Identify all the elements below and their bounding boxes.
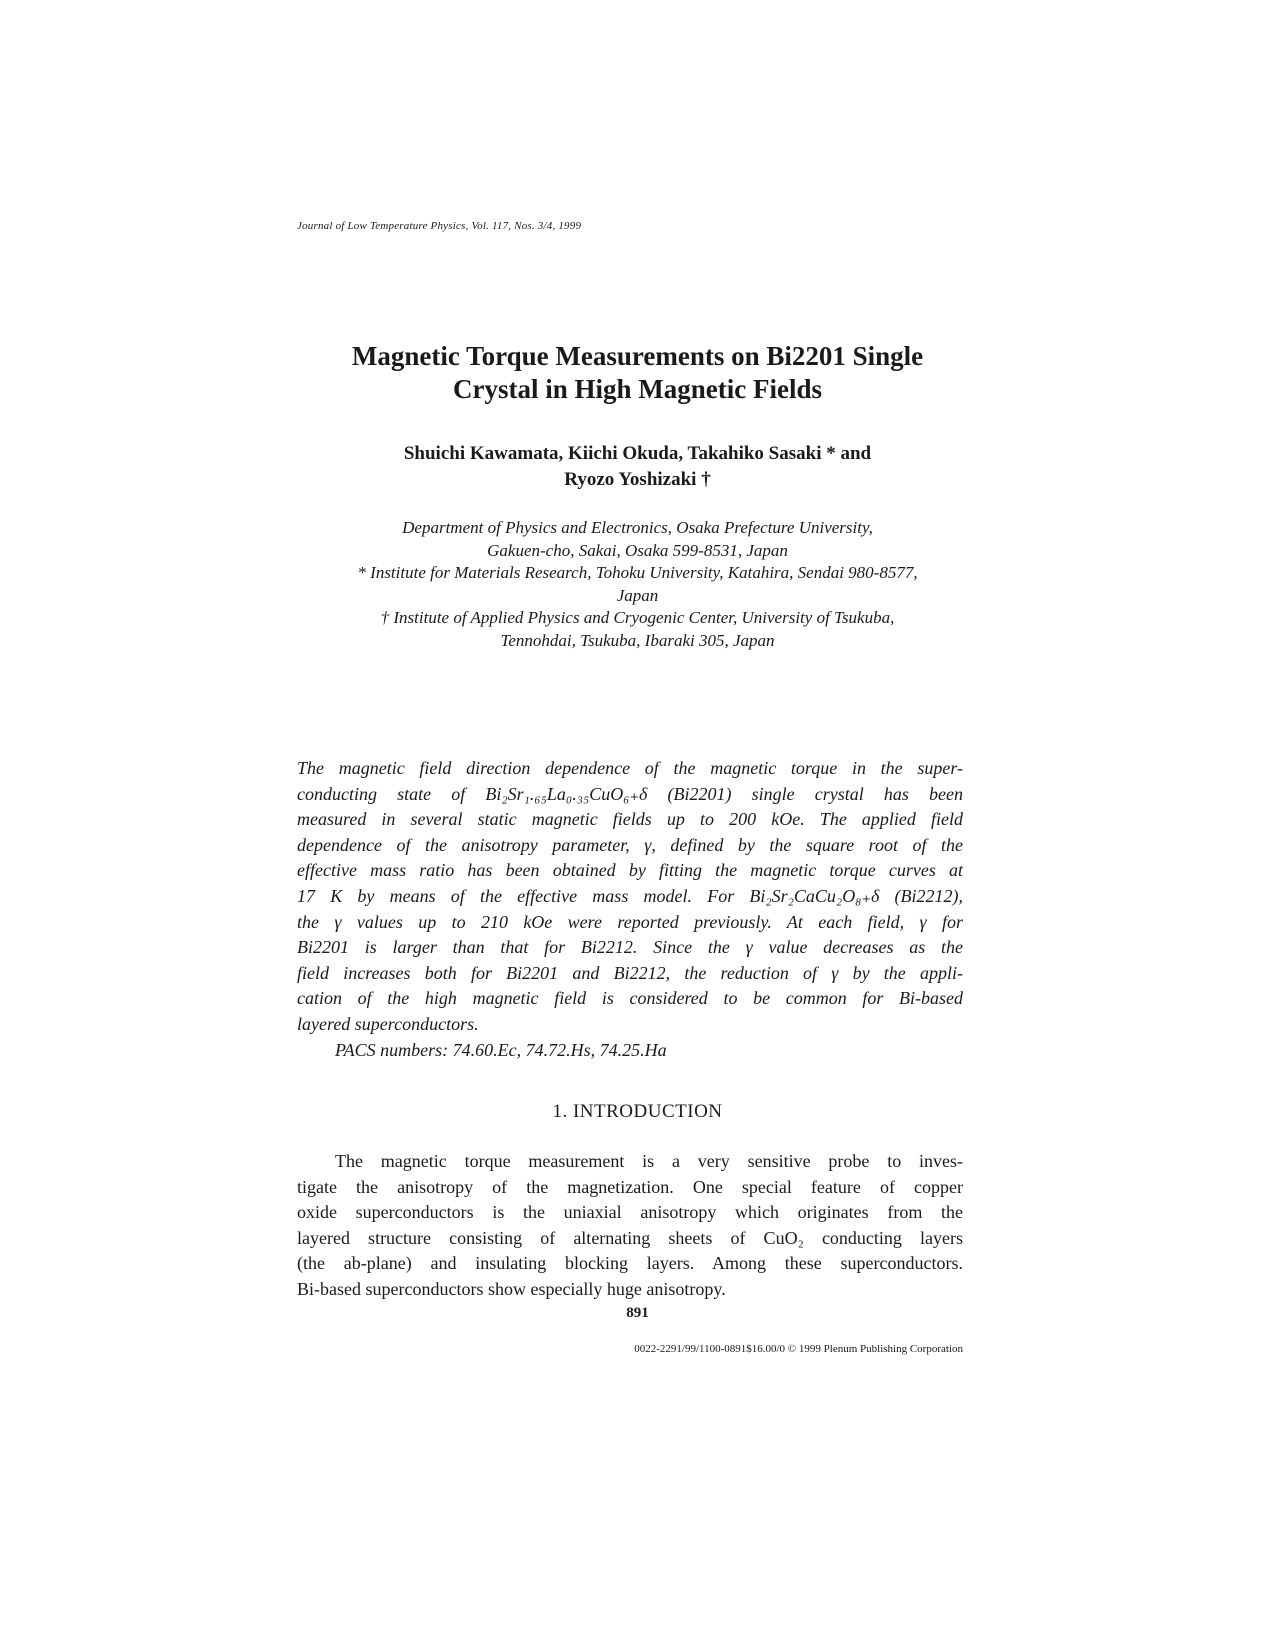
affiliations [230,517,1045,652]
page-number: 891 [626,1305,649,1321]
intro-line: layered structure consisting of alternating sheets of CuO₂ conducting layers [297,1227,963,1248]
intro-line: (the ab-plane) and insulating blocking layers. Among these superconductors. [297,1253,963,1274]
section-heading-introduction: 1. INTRODUCTION [552,1101,723,1122]
intro-line: The magnetic torque measurement is a very sensitive probe to inves- [335,1151,963,1171]
title-line: Magnetic Torque Measurements on Bi2201 Single [351,341,924,371]
author-list [230,441,1045,493]
abstract-line: layered superconductors. [297,1013,479,1034]
author-line: Ryozo Yoshizaki † [564,469,711,490]
abstract [297,756,963,1063]
abstract-line: effective mass ratio has been obtained by fitting the magnetic torque curves at [297,860,963,881]
paper-title [230,340,1045,406]
pacs-numbers: PACS numbers: 74.60.Ec, 74.72.Hs, 74.25.Ha [335,1039,667,1060]
abstract-line: field increases both for Bi2201 and Bi2212, the reduction of γ by the appli- [297,962,963,983]
title-line: Crystal in High Magnetic Fields [453,374,822,404]
intro-line: oxide superconductors is the uniaxial anisotropy which originates from the [297,1202,963,1223]
affiliation-line: * Institute for Materials Research, Tohoku University, Katahira, Sendai 980-8577, [357,563,918,582]
affiliation-line: Gakuen-cho, Sakai, Osaka 599-8531, Japan [487,540,788,560]
abstract-line: measured in several static magnetic fields up to 200 kOe. The applied field [297,809,963,830]
abstract-line: The magnetic field direction dependence of the magnetic torque in the super- [297,758,963,778]
affiliation-line: † Institute of Applied Physics and Cryogenic Center, University of Tsukuba, [380,608,895,627]
affiliation-line: Japan [616,585,659,605]
abstract-line: Bi2201 is larger than that for Bi2212. Since the γ value decreases as the [297,937,963,958]
intro-line: tigate the anisotropy of the magnetization. One special feature of copper [297,1176,963,1197]
abstract-line: 17 K by means of the effective mass model. For Bi₂Sr₂CaCu₂O₈₊δ (Bi2212), [297,885,963,906]
abstract-line: cation of the high magnetic field is considered to be common for Bi-based [297,988,963,1009]
copyright-notice: 0022-2291/99/1100-0891$16.00/0 © 1999 Plenum Publishing Corporation [634,1343,963,1355]
intro-line: Bi-based superconductors show especially huge anisotropy. [297,1278,726,1299]
introduction-paragraph [297,1149,963,1303]
affiliation-line: Tennohdai, Tsukuba, Ibaraki 305, Japan [500,630,775,650]
abstract-line: the γ values up to 210 kOe were reported previously. At each field, γ for [297,911,963,932]
author-line: Shuichi Kawamata, Kiichi Okuda, Takahiko Sasaki * and [403,443,872,464]
abstract-line: dependence of the anisotropy parameter, γ, defined by the square root of the [297,834,963,855]
affiliation-line: Department of Physics and Electronics, Osaka Prefecture University, [402,518,873,537]
journal-citation: Journal of Low Temperature Physics, Vol. 117, Nos. 3/4, 1999 [297,220,582,232]
abstract-line: conducting state of Bi₂Sr₁.₆₅La₀.₃₅CuO₆₊δ (Bi2201) single crystal has been [297,783,963,804]
